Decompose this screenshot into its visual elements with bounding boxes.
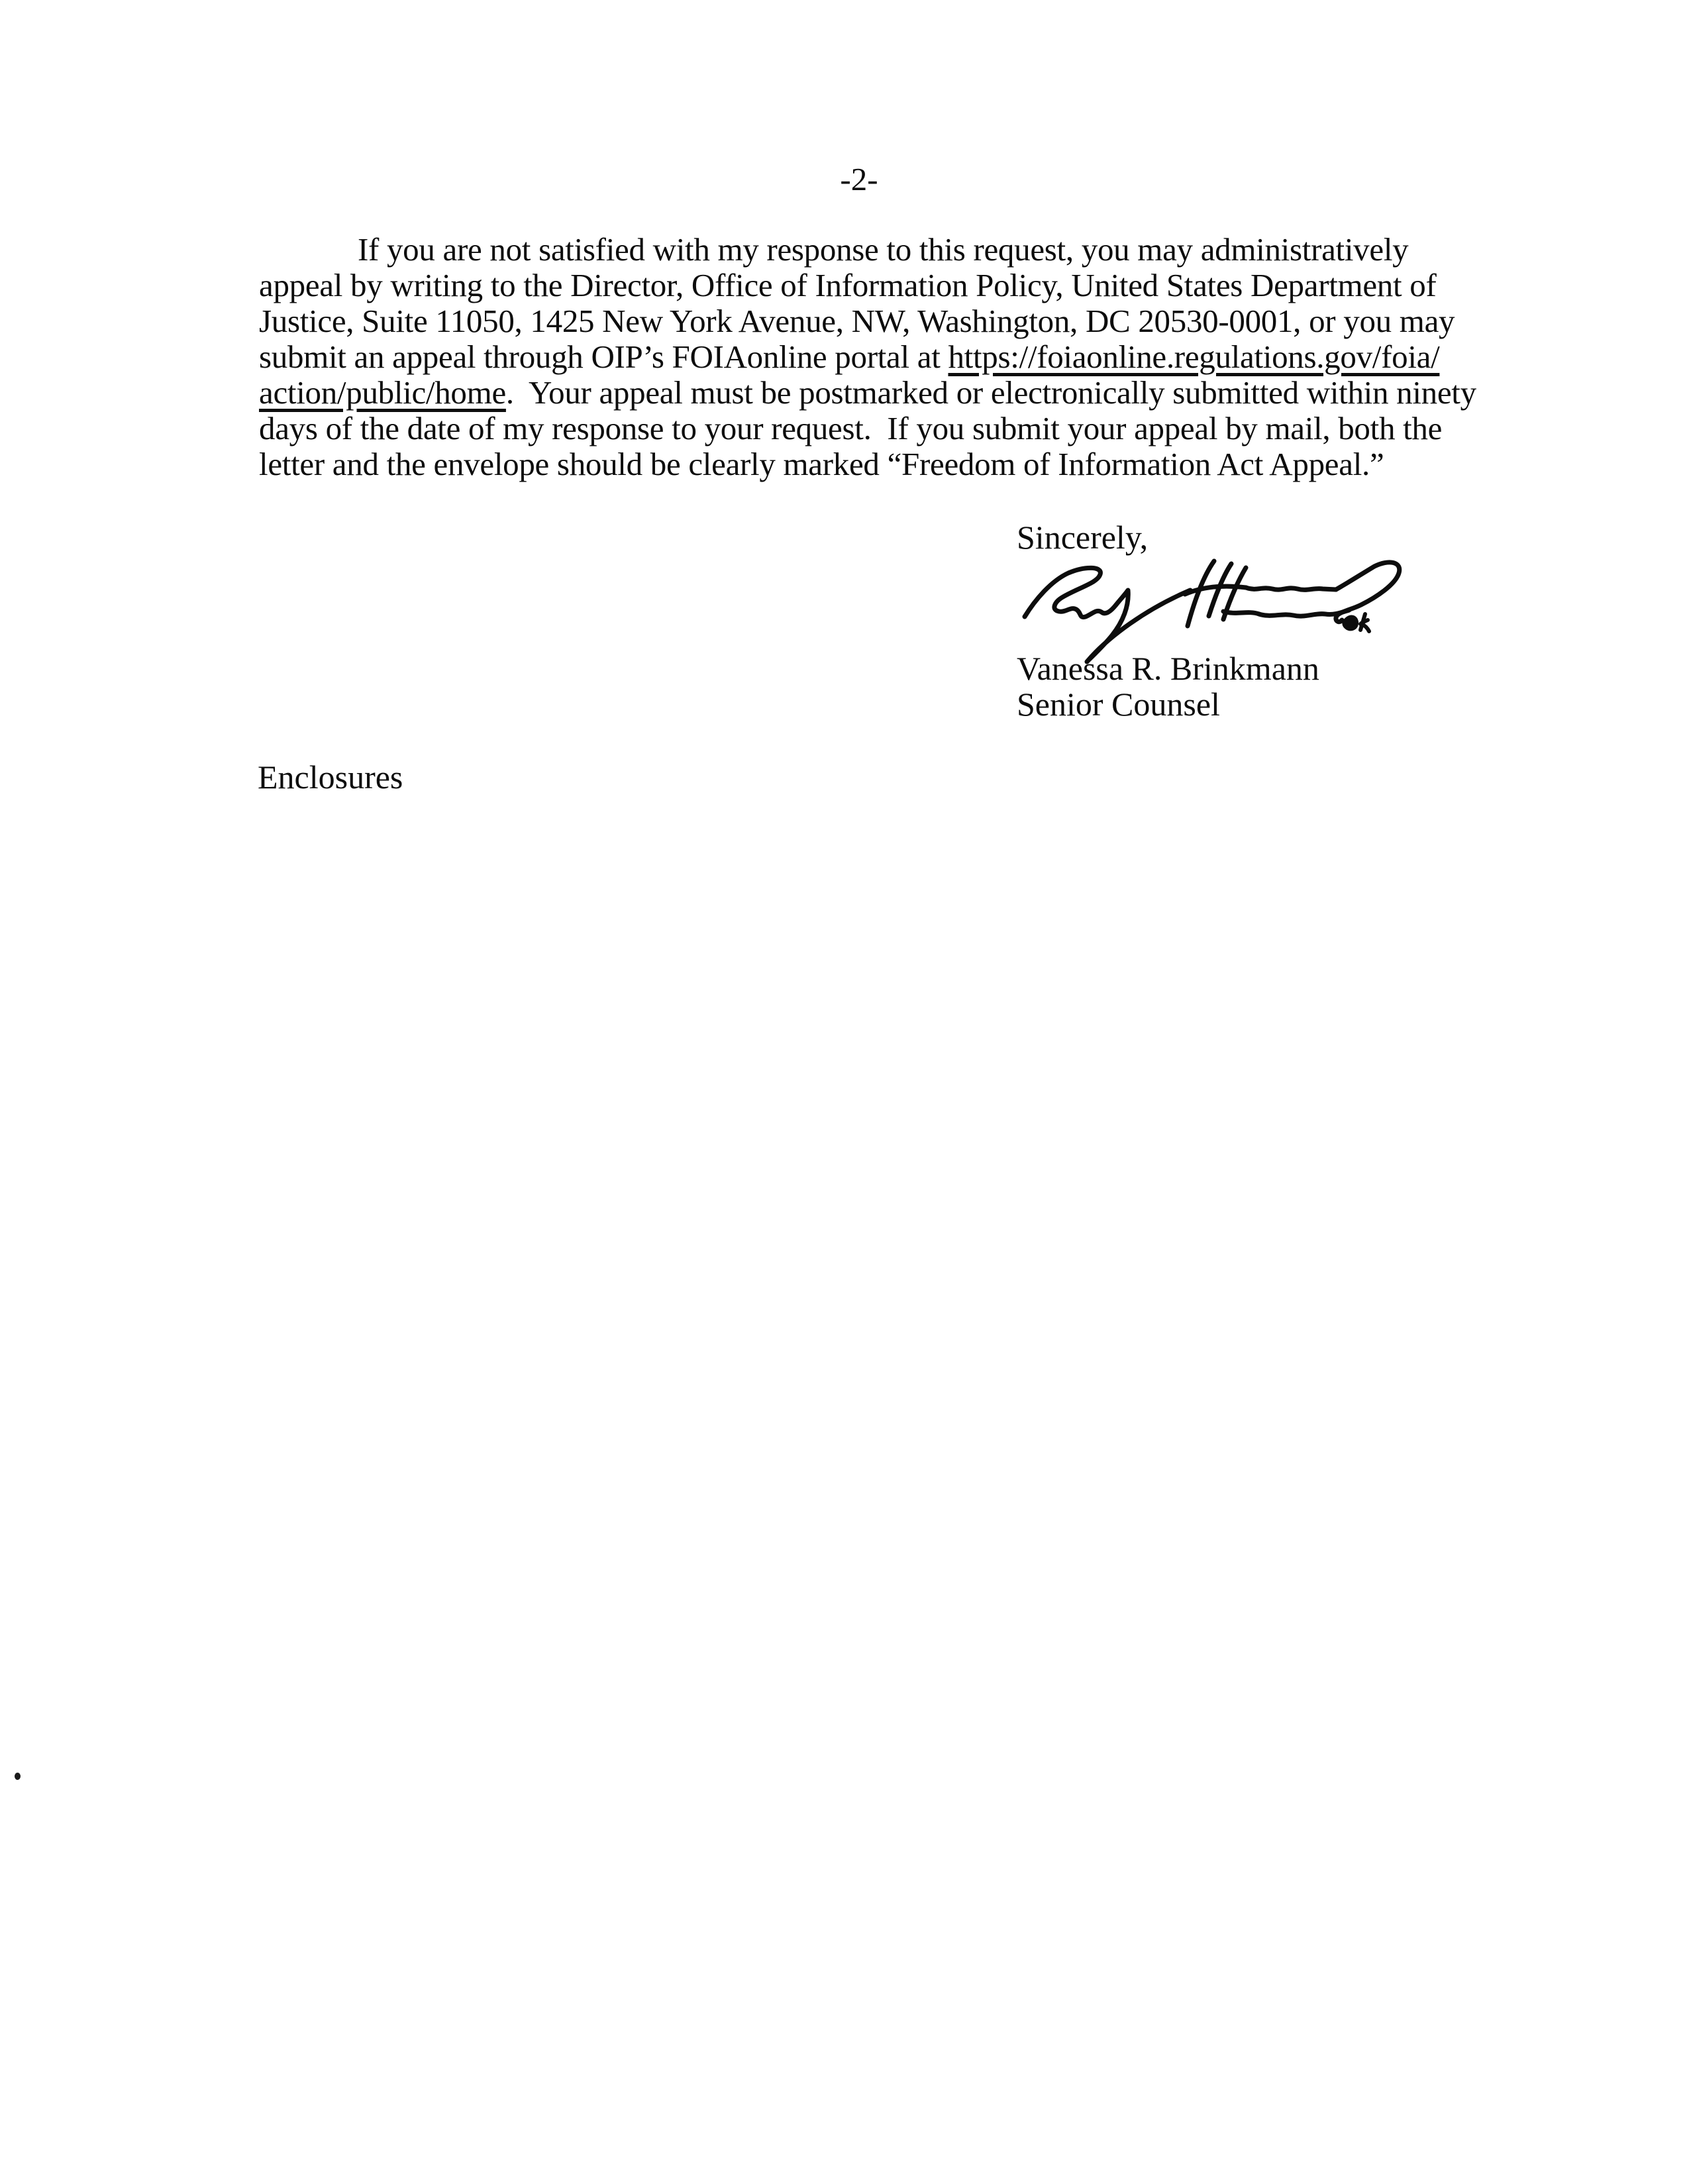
signer-title: Senior Counsel xyxy=(1017,686,1220,723)
scan-speck xyxy=(15,1773,21,1780)
signature-scrawl xyxy=(1025,561,1400,662)
paragraph-line xyxy=(259,268,1464,303)
paragraph-line xyxy=(259,374,1476,411)
paragraph-text: Justice, Suite 11050, 1425 New York Avenue, NW, Washington, DC 20530-0001, or you may xyxy=(259,303,1455,339)
page-number: -2- xyxy=(840,161,878,197)
paragraph-text: If you are not satisfied with my response to this request, you may administratively xyxy=(358,231,1409,268)
paragraph-text: days of the date of my response to your request. If you submit your appeal by mail, both the xyxy=(259,410,1443,446)
signer-name: Vanessa R. Brinkmann xyxy=(1017,650,1319,687)
paragraph-line xyxy=(259,446,1464,482)
body-paragraph xyxy=(259,231,1476,482)
paragraph-line xyxy=(259,232,1464,268)
paragraph-line xyxy=(259,303,1464,339)
closing-sincerely: Sincerely, xyxy=(1017,519,1149,556)
foia-portal-url: https://foiaonline.regulations.gov/foia/ xyxy=(948,338,1440,375)
paragraph-text: submit an appeal through OIP’s FOIAonline portal at xyxy=(259,338,948,375)
paragraph-line xyxy=(259,339,1464,375)
enclosures-label: Enclosures xyxy=(258,758,403,796)
foia-portal-url: action/public/home xyxy=(259,374,506,411)
paragraph-line xyxy=(259,411,1464,446)
signature-initials-mark xyxy=(1344,614,1369,631)
paragraph-text: . Your appeal must be postmarked or electronically submitted within ninety xyxy=(505,374,1476,411)
paragraph-text: appeal by writing to the Director, Office of Information Policy, United States Department of xyxy=(259,267,1437,303)
paragraph-text: letter and the envelope should be clearly marked “Freedom of Information Act Appeal.” xyxy=(259,446,1384,482)
